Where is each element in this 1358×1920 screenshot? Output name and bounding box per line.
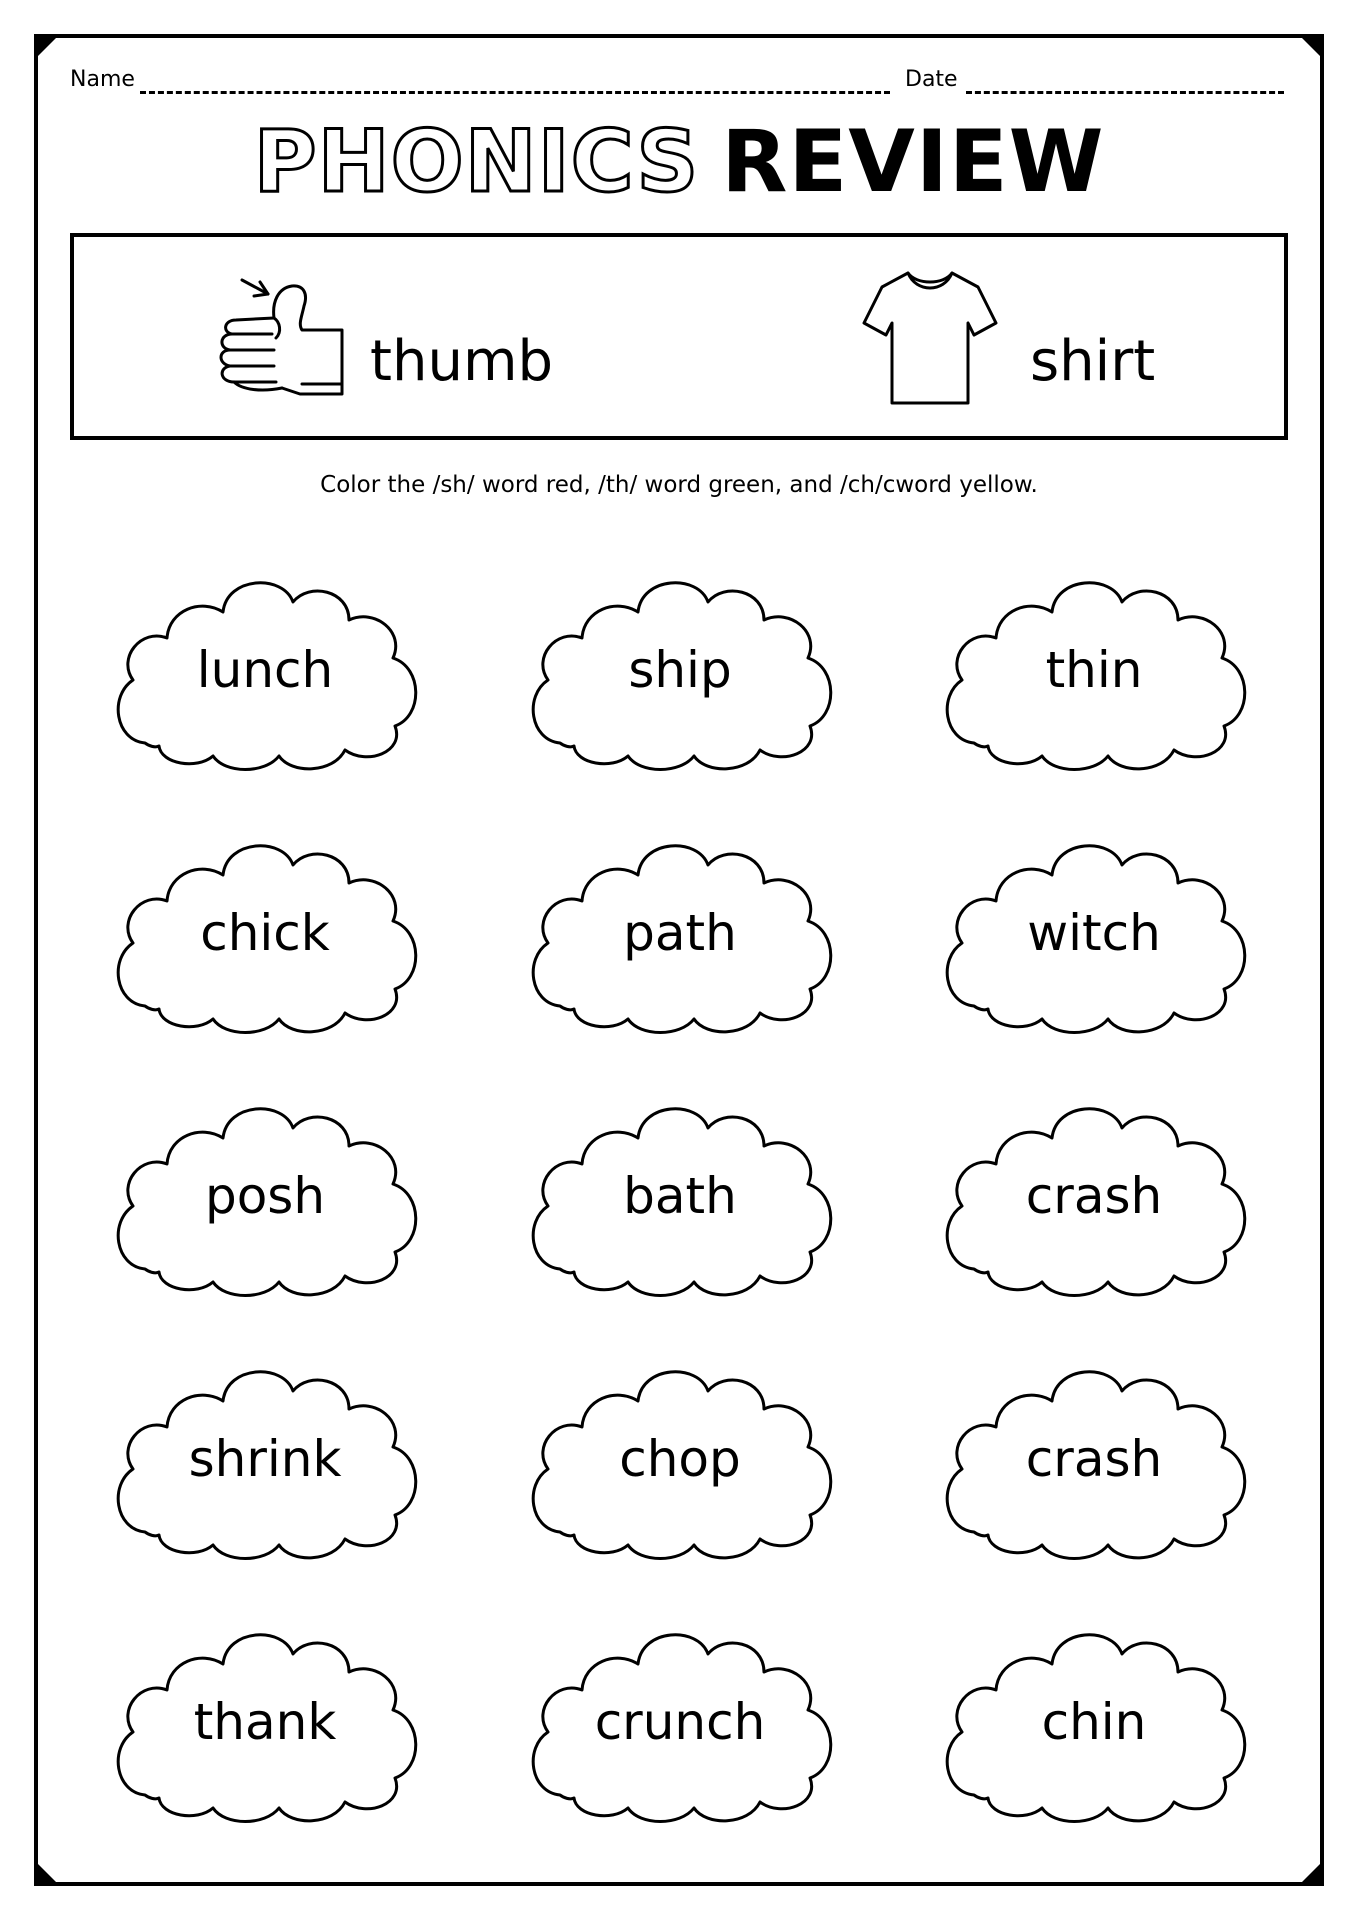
cloud-word: crunch	[594, 1693, 766, 1751]
cloud-word: witch	[1027, 904, 1161, 962]
word-cloud[interactable]	[105, 831, 425, 1036]
instruction-text: Color the /sh/ word red, /th/ word green, and /ch/cword yellow.	[320, 472, 1038, 498]
page-title	[0, 112, 1358, 212]
cloud-word: ship	[628, 641, 732, 699]
cloud-word: posh	[204, 1167, 326, 1225]
title-solid-text: REVIEW	[721, 112, 1105, 212]
corner-decoration	[1298, 1860, 1324, 1886]
cloud-word: chick	[200, 904, 330, 962]
word-cloud[interactable]	[105, 1620, 425, 1825]
cloud-word: bath	[623, 1167, 737, 1225]
title-outline-text: PHONICS	[253, 112, 700, 212]
cloud-word: thin	[1045, 641, 1143, 699]
thumbs-up-icon	[212, 272, 352, 402]
cloud-word: chin	[1041, 1693, 1147, 1751]
word-cloud[interactable]	[520, 831, 840, 1036]
cloud-word: crash	[1025, 1430, 1163, 1488]
cloud-word: chop	[619, 1430, 741, 1488]
word-cloud[interactable]	[105, 568, 425, 773]
word-cloud[interactable]	[934, 1094, 1254, 1299]
word-cloud[interactable]	[105, 1094, 425, 1299]
corner-decoration	[34, 1860, 60, 1886]
word-cloud[interactable]	[934, 831, 1254, 1036]
word-cloud[interactable]	[934, 1357, 1254, 1562]
word-cloud[interactable]	[105, 1357, 425, 1562]
name-label: Name	[70, 67, 135, 92]
word-cloud[interactable]	[934, 568, 1254, 773]
example-word-shirt: shirt	[1030, 329, 1156, 394]
word-cloud[interactable]	[520, 1357, 840, 1562]
corner-decoration	[1298, 34, 1324, 60]
cloud-word: path	[623, 904, 737, 962]
cloud-word: shrink	[188, 1430, 342, 1488]
corner-decoration	[34, 34, 60, 60]
word-cloud[interactable]	[934, 1620, 1254, 1825]
cloud-word: crash	[1025, 1167, 1163, 1225]
cloud-word: thank	[193, 1693, 337, 1751]
word-cloud[interactable]	[520, 568, 840, 773]
name-field[interactable]	[140, 91, 890, 94]
t-shirt-icon	[860, 265, 1000, 410]
cloud-word: lunch	[196, 641, 334, 699]
date-label: Date	[905, 67, 958, 92]
example-word-thumb: thumb	[370, 329, 554, 394]
date-field[interactable]	[966, 91, 1284, 94]
word-cloud[interactable]	[520, 1620, 840, 1825]
word-cloud[interactable]	[520, 1094, 840, 1299]
